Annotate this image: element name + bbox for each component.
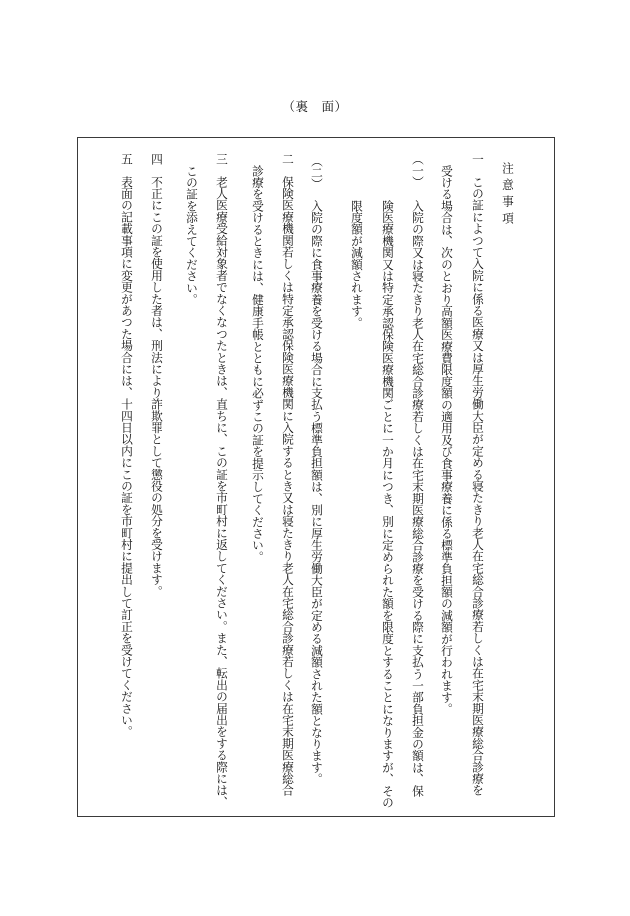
subitem-1-marker: （一） (411, 153, 425, 189)
subitem-2-line-1: 入院の際に食事療養を受ける場合に支払う標準負担額は、別に厚生労働大臣が定める減額された額となります。 (310, 200, 324, 785)
notice-title: 注意事項 (501, 162, 515, 229)
subitem-2-marker: （二） (310, 155, 324, 191)
item-5-marker: 五 (120, 153, 134, 165)
item-2-line-2: 診療を受けるときには、健康手帳とともに必ずこの証を提示してください。 (251, 165, 265, 563)
item-3-line-2: この証を添えてください。 (185, 165, 199, 306)
item-2-marker: 二 (281, 153, 295, 165)
subitem-1-line-2: 険医療機関又は特定承認保険医療機関ごとに一か月につき、別に定められた額を限度とすることになりますが、その (381, 200, 395, 809)
page-side-label: （裏 面） (282, 99, 348, 114)
subitem-1-line-3: 限度額が減額されます。 (350, 200, 364, 329)
item-4-line-1: 不正にこの証を使用した者は、刑法により詐欺罪として懲役の処分を受けます。 (150, 176, 164, 598)
item-3-line-1: 老人医療受給対象者でなくなつたときは、直ちに、この証を市町村に返してください。また、転出の届出をする際には、 (215, 176, 229, 808)
item-5-line-1: 表面の記載事項に変更があつた場合には、十四日以内にこの証を市町村に提出して訂正を受けてください。 (120, 176, 134, 738)
notice-box (77, 137, 555, 817)
item-1-line-1: この証によつて入院に係る医療又は厚生労働大臣が定める寝たきり老人在宅総合診療若しくは在宅末期医療総合診療を (471, 176, 485, 797)
item-1-marker: 一 (471, 153, 485, 165)
item-3-marker: 三 (215, 153, 229, 165)
item-2-line-1: 保険医療機関若しくは特定承認保険医療機関に入院するとき又は寝たきり老人在宅総合診療若しくは在宅末期医療総合 (281, 176, 295, 797)
item-4-marker: 四 (150, 153, 164, 165)
subitem-1-line-1: 入院の際又は寝たきり老人在宅総合診療若しくは在宅末期医療総合診療を受ける際に支払う一部負担金の額は、保 (411, 200, 425, 797)
item-1-line-2: 受ける場合は、次のとおり高額医療費限度額の適用及び食事療養に係る標準負担額の減額が行われます。 (440, 165, 454, 715)
